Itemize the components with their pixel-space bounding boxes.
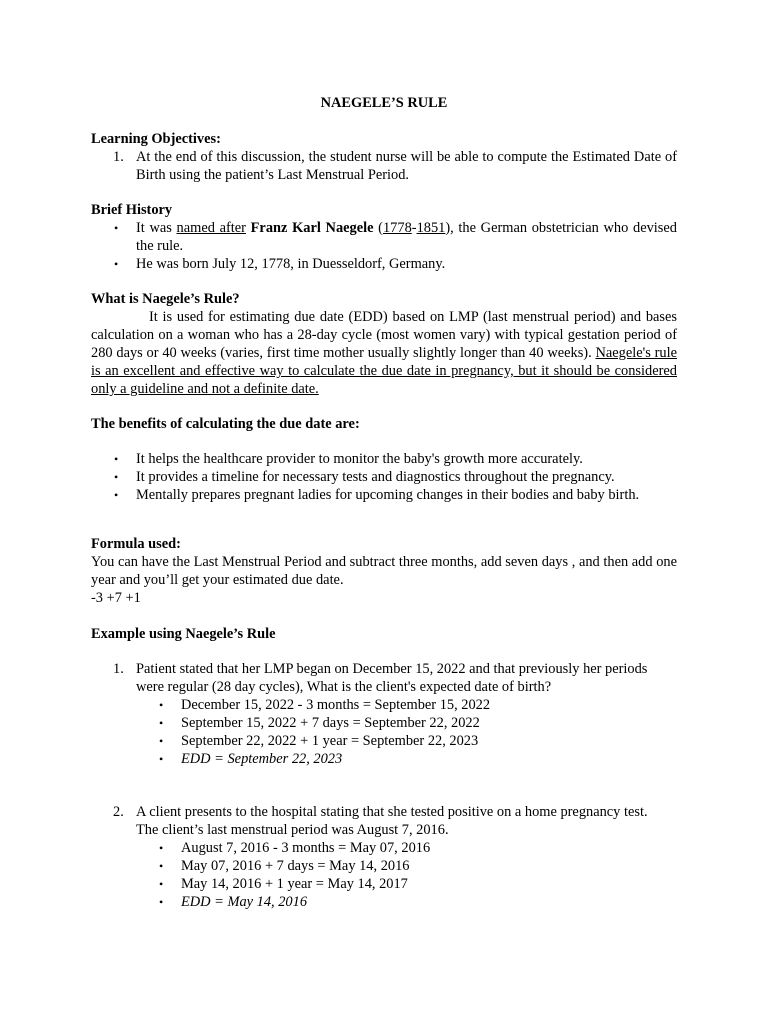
example-question-line: The client’s last menstrual period was August 7, 2016. (136, 822, 449, 838)
objective-text: At the end of this discussion, the student nurse will be able to compute the Estimated Date of Birth using the patient’s Last Menstrual Period. (136, 149, 677, 183)
formula-section (91, 535, 677, 607)
list-item (91, 486, 677, 504)
bullet-icon: • (114, 221, 119, 235)
list-item (91, 714, 677, 732)
what-is-paragraph (91, 308, 677, 398)
example-result: EDD = May 14, 2016 (181, 894, 308, 910)
what-is-heading: What is Naegele’s Rule? (91, 291, 240, 307)
death-year-link[interactable]: 1851 (416, 220, 446, 236)
example-step: December 15, 2022 - 3 months = September 15, 2022 (181, 697, 491, 713)
objective-item (91, 148, 677, 184)
example-question-line: were regular (28 day cycles), What is the client's expected date of birth? (136, 679, 552, 695)
example-step: May 07, 2016 + 7 days = May 14, 2016 (181, 858, 410, 874)
history-item (91, 255, 677, 273)
list-item (91, 750, 677, 768)
example-item (91, 803, 677, 911)
list-number: 1. (113, 149, 124, 165)
year-dash: - (411, 220, 417, 236)
example-question (136, 803, 677, 839)
what-is-text: It is used for estimating due date (EDD) based on LMP (last menstrual period) and bases calculation on a woman who has a 28-day cycle (most women vary) with typical gestation period of 280 days or 40 weeks (varies, first time mother usually slightly longer than 40 weeks). (91, 309, 677, 361)
formula-paragraph: You can have the Last Menstrual Period and subtract three months, add seven days , and then add one year and you’ll get your estimated due date. (91, 554, 677, 588)
brief-history-section (91, 201, 677, 273)
list-item (91, 893, 677, 911)
learning-objectives-section (91, 130, 677, 184)
brief-history-heading: Brief History (91, 202, 173, 218)
bullet-icon: • (114, 488, 119, 502)
list-number: 2. (113, 804, 124, 820)
list-item (91, 450, 677, 468)
bullet-icon: • (159, 716, 164, 730)
example-step: September 15, 2022 + 7 days = September 22, 2022 (181, 715, 480, 731)
history-text-pre: It was (136, 220, 177, 236)
examples-section-continued (91, 803, 677, 911)
birth-year-link[interactable]: 1778 (382, 220, 412, 236)
history-item (91, 219, 677, 255)
example-step: August 7, 2016 - 3 months = May 07, 2016 (181, 840, 431, 856)
examples-section (91, 625, 677, 768)
formula-heading: Formula used: (91, 536, 181, 552)
naegele-name: Franz Karl Naegele (250, 220, 374, 236)
example-question (136, 660, 677, 696)
list-item (91, 839, 677, 857)
list-item (91, 468, 677, 486)
history-text-post: ), the German obstetrician who devised the rule. (136, 220, 677, 254)
bullet-icon: • (159, 734, 164, 748)
example-item (91, 660, 677, 768)
bullet-icon: • (159, 895, 164, 909)
benefit-text: Mentally prepares pregnant ladies for upcoming changes in their bodies and baby birth. (136, 487, 640, 503)
list-item (91, 732, 677, 750)
list-item (91, 696, 677, 714)
bullet-icon: • (159, 698, 164, 712)
what-is-section (91, 290, 677, 398)
example-step: May 14, 2016 + 1 year = May 14, 2017 (181, 876, 408, 892)
history-text (136, 219, 677, 255)
formula-short: -3 +7 +1 (91, 590, 141, 606)
learning-objectives-heading: Learning Objectives: (91, 131, 221, 147)
example-question-line: Patient stated that her LMP began on December 15, 2022 and that previously her periods (136, 661, 648, 677)
examples-heading: Example using Naegele’s Rule (91, 626, 276, 642)
list-item (91, 857, 677, 875)
example-result: EDD = September 22, 2023 (181, 751, 343, 767)
named-after-link[interactable]: named after (176, 220, 246, 236)
benefit-text: It provides a timeline for necessary tests and diagnostics throughout the pregnancy. (136, 469, 615, 485)
example-step: September 22, 2022 + 1 year = September 22, 2023 (181, 733, 479, 749)
bullet-icon: • (114, 452, 119, 466)
benefit-text: It helps the healthcare provider to monitor the baby's growth more accurately. (136, 451, 583, 467)
bullet-icon: • (159, 877, 164, 891)
history-text: He was born July 12, 1778, in Duesseldorf, Germany. (136, 256, 446, 272)
benefits-section (91, 415, 677, 504)
bullet-icon: • (159, 752, 164, 766)
bullet-icon: • (159, 859, 164, 873)
bullet-icon: • (114, 257, 119, 271)
bullet-icon: • (114, 470, 119, 484)
example-question-line: A client presents to the hospital stating that she tested positive on a home pregnancy test. (136, 804, 648, 820)
bullet-icon: • (159, 841, 164, 855)
benefits-heading: The benefits of calculating the due date are: (91, 416, 360, 432)
page-title: NAEGELE’S RULE (320, 95, 448, 111)
list-item (91, 875, 677, 893)
guideline-note: Naegele's rule is an excellent and effective way to calculate the due date in pregnancy, but it should be considered only a guideline and not a definite date. (91, 345, 677, 397)
list-number: 1. (113, 661, 124, 677)
history-open-paren: ( (373, 220, 383, 236)
